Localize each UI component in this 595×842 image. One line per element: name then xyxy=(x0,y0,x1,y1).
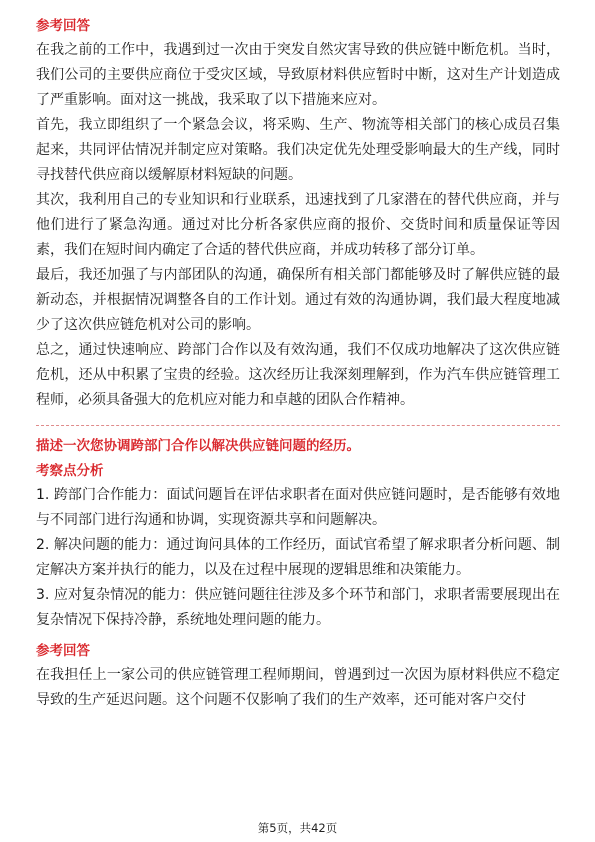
interview-question: 描述一次您协调跨部门合作以解决供应链问题的经历。 xyxy=(36,438,360,454)
page-content xyxy=(36,16,560,713)
page-number-footer: 第5页，共42页 xyxy=(257,821,338,835)
analysis-item: 2. 解决问题的能力：通过询问具体的工作经历，面试官希望了解求职者分析问题、制定解决方案并执行的能力，以及在过程中展现的逻辑思维和决策能力。 xyxy=(36,537,560,578)
answer-paragraph: 其次，我利用自己的专业知识和行业联系，迅速找到了几家潜在的替代供应商，并与他们进行了紧急沟通。通过对比分析各家供应商的报价、交货时间和质量保证等因素，我们在短时间内确定了合适的替代供应商，并成功转移了部分订单。 xyxy=(36,192,560,258)
reference-answer-heading: 参考回答 xyxy=(36,643,90,659)
answer-paragraph: 在我担任上一家公司的供应链管理工程师期间，曾遇到过一次因为原材料供应不稳定导致的生产延迟问题。这个问题不仅影响了我们的生产效率，还可能对客户交付 xyxy=(36,667,560,708)
analysis-heading: 考察点分析 xyxy=(36,463,104,479)
answer-paragraph: 首先，我立即组织了一个紧急会议，将采购、生产、物流等相关部门的核心成员召集起来，共同评估情况并制定应对策略。我们决定优先处理受影响最大的生产线，同时寻找替代供应商以缓解原材料短缺的问题。 xyxy=(36,117,560,183)
analysis-item: 3. 应对复杂情况的能力：供应链问题往往涉及多个环节和部门，求职者需要展现出在复杂情况下保持冷静，系统地处理问题的能力。 xyxy=(36,587,560,628)
section-divider xyxy=(36,425,560,426)
spacer xyxy=(36,633,560,641)
answer-paragraph: 最后，我还加强了与内部团队的沟通，确保所有相关部门都能够及时了解供应链的最新动态，并根据情况调整各自的工作计划。通过有效的沟通协调，我们最大程度地减少了这次供应链危机对公司的影响。 xyxy=(36,267,560,333)
answer-paragraph: 总之，通过快速响应、跨部门合作以及有效沟通，我们不仅成功地解决了这次供应链危机，还从中积累了宝贵的经验。这次经历让我深刻理解到，作为汽车供应链管理工程师，必须具备强大的危机应对能力和卓越的团队合作精神。 xyxy=(36,342,560,408)
answer-paragraph: 在我之前的工作中，我遇到过一次由于突发自然灾害导致的供应链中断危机。当时，我们公司的主要供应商位于受灾区域，导致原材料供应暂时中断，这对生产计划造成了严重影响。面对这一挑战，我采取了以下措施来应对。 xyxy=(36,42,560,108)
analysis-item: 1. 跨部门合作能力：面试问题旨在评估求职者在面对供应链问题时，是否能够有效地与不同部门进行沟通和协调，实现资源共享和问题解决。 xyxy=(36,487,560,528)
reference-answer-heading: 参考回答 xyxy=(36,18,90,34)
